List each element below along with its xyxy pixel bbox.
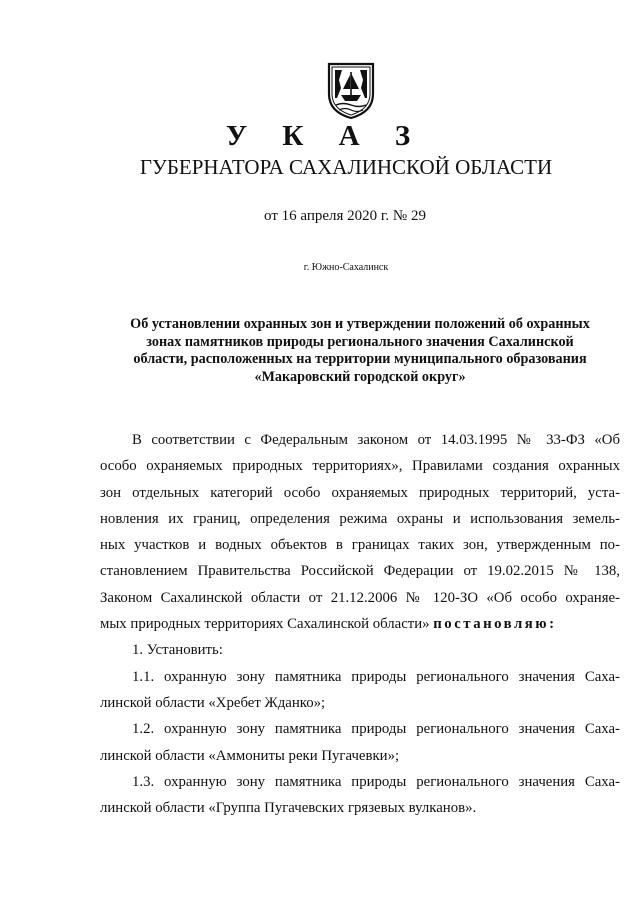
preamble-last-line — [100, 611, 620, 637]
sakhalin-coat-of-arms-icon — [326, 58, 376, 120]
preamble-line: особо охраняемых природных территориях», Правилами создания охранных — [100, 458, 620, 475]
decree-word: постановляю: — [433, 616, 557, 633]
item-1-3-line: 1.3. охранную зону памятника природы регионального значения Саха- — [132, 773, 620, 790]
preamble-text: мых природных территориях Сахалинской области» — [100, 616, 430, 633]
document-title: У К А З — [225, 120, 425, 152]
heading-line: области, расположенных на территории муниципального образования — [133, 351, 587, 367]
item-1-1-line: линской области «Хребет Жданко»; — [100, 694, 326, 711]
heading-line: «Макаровский городской округ» — [254, 368, 466, 385]
decree-body — [100, 427, 620, 821]
document-subtitle: ГУБЕРНАТОРА САХАЛИНСКОЙ ОБЛАСТИ — [139, 155, 553, 179]
heading-line: Об установлении охранных зон и утверждении положений об охранных — [130, 316, 590, 332]
preamble-line: ных участков и водных объектов в границах таких зон, утвержденным по- — [100, 537, 620, 554]
item-1-2-line: линской области «Аммониты реки Пугачевки»; — [100, 747, 400, 764]
preamble-line: становлением Правительства Российской Федерации от 19.02.2015 № 138, — [100, 563, 620, 580]
preamble-line: новления их границ, определения режима охраны и использования земель- — [100, 510, 620, 527]
item-1-3-line: линской области «Группа Пугачевских грязевых вулканов». — [100, 800, 477, 817]
preamble-line: Законом Сахалинской области от 21.12.2006 № 120-ЗО «Об особо охраняе- — [100, 589, 620, 606]
item-1: 1. Установить: — [132, 642, 223, 659]
preamble-line: зон отдельных категорий особо охраняемых природных территорий, уста- — [100, 484, 620, 501]
heading-line: зонах памятников природы регионального значения Сахалинской — [146, 333, 574, 350]
item-1-2-line: 1.2. охранную зону памятника природы регионального значения Саха- — [132, 721, 620, 738]
item-1-1-line: 1.1. охранную зону памятника природы регионального значения Саха- — [132, 668, 620, 685]
decree-place: г. Южно-Сахалинск — [303, 262, 389, 273]
decree-date-number: от 16 апреля 2020 г. № 29 — [264, 208, 426, 224]
decree-heading — [100, 316, 620, 386]
preamble-line: В соответствии с Федеральным законом от 14.03.1995 № 33-ФЗ «Об — [132, 432, 620, 448]
